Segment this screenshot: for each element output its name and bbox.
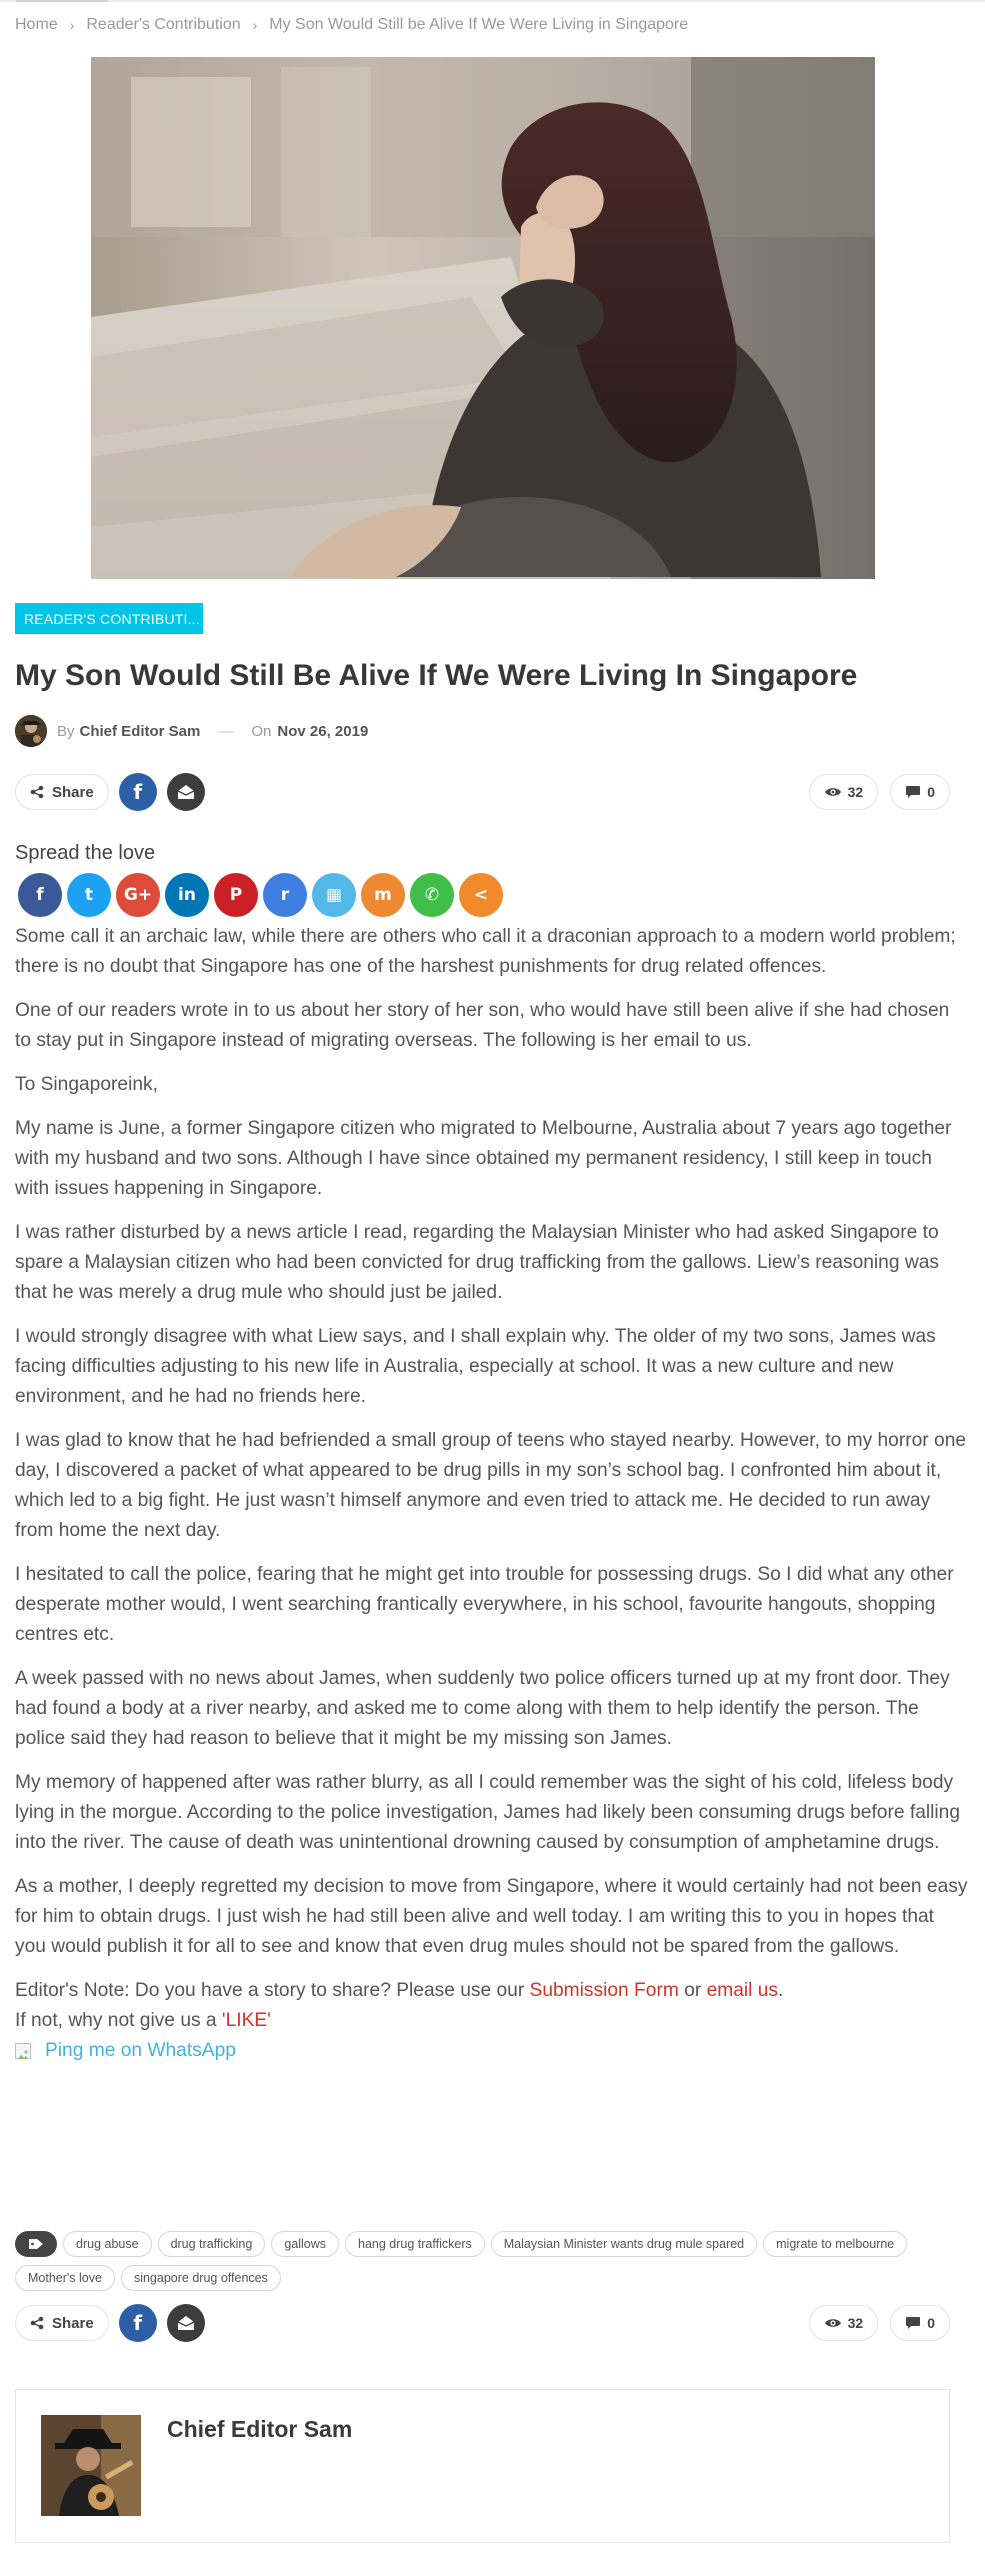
breadcrumb [15, 14, 688, 36]
share-label: Share [52, 783, 94, 801]
share-bar-bottom [15, 2303, 950, 2343]
breadcrumb-current: My Son Would Still be Alive If We Were Living in Singapore [269, 16, 689, 33]
twitter-share-button[interactable] [67, 873, 111, 917]
tags-icon-pill [15, 2231, 57, 2257]
chevron-right-icon: › [69, 17, 75, 33]
social-share-buttons [18, 873, 508, 917]
email-share-button[interactable] [167, 773, 205, 811]
editor-note-middle: or [678, 1980, 707, 2001]
tag-link[interactable]: drug trafficking [158, 2231, 266, 2257]
top-border [0, 0, 985, 2]
email-share-button[interactable] [167, 2304, 205, 2342]
views-number: 32 [847, 2315, 864, 2331]
pinterest-share-button[interactable] [214, 873, 258, 917]
post-tags [15, 2231, 950, 2299]
article-paragraph: My memory of happened after was rather blurry, as all I could remember was the sight of his cold, lifeless body lying in the morgue. According to the police investigation, James had likely been consuming drugs before falling into the river. The cause of death was unintentional drowning caused by consumption of amphetamine drugs. [15, 1772, 961, 1853]
google-plus-icon: G+ [123, 885, 153, 905]
google-plus-share-button[interactable] [116, 873, 160, 917]
article-paragraph: I was glad to know that he had befriended a small group of teens who stayed nearby. However, to my horror one day, I discovered a packet of what appeared to be drug pills in my son’s school bag. I confronted him about it, which led to a big fight. He just wasn’t himself anymore and even tried to attack me. He decided to run away from home the next day. [15, 1430, 967, 1541]
breadcrumb-category-link[interactable]: Reader's Contribution [86, 16, 241, 33]
submission-form-link[interactable]: Submission Form [529, 1980, 679, 2001]
author-box [15, 2389, 950, 2543]
comment-icon [905, 785, 921, 799]
facebook-icon: f [36, 885, 44, 905]
tag-link[interactable]: migrate to melbourne [763, 2231, 907, 2257]
views-number: 32 [847, 784, 864, 800]
post-meta [15, 714, 368, 748]
article-paragraph: I would strongly disagree with what Liew says, and I shall explain why. The older of my two sons, James was facing difficulties adjusting to his new life in Australia, especially at school. It was a new culture and new environment, and he had no friends here. [15, 1326, 936, 1407]
author-avatar[interactable] [15, 715, 47, 747]
article-paragraph: To Singaporeink, [15, 1074, 158, 1095]
reddit-share-button[interactable] [263, 873, 307, 917]
email-us-link[interactable]: email us [706, 1980, 779, 2001]
share-label: Share [52, 2314, 94, 2332]
tag-link[interactable]: gallows [271, 2231, 339, 2257]
linkedin-share-button[interactable] [165, 873, 209, 917]
delicious-share-button[interactable] [312, 873, 356, 917]
editor-note-suffix: . [778, 1980, 784, 2001]
author-box-name[interactable]: Chief Editor Sam [167, 2416, 353, 2442]
eye-icon [824, 786, 842, 798]
comment-icon [905, 2316, 921, 2330]
category-badge[interactable]: READER'S CONTRIBUTI... [15, 603, 203, 634]
editor-note [15, 1976, 970, 2006]
post-stats [797, 2305, 950, 2341]
broken-image-glyph [16, 2048, 30, 2062]
twitter-icon: t [84, 885, 94, 905]
reddit-icon: r [280, 885, 290, 905]
whatsapp-icon: ✆ [424, 885, 440, 905]
facebook-share-button[interactable] [119, 773, 157, 811]
facebook-icon: f [133, 780, 143, 804]
author-photo-image [41, 2415, 141, 2516]
more-share-icon: < [473, 885, 489, 905]
pinterest-icon: P [229, 885, 243, 905]
top-border-accent [16, 0, 108, 2]
like-link[interactable]: 'LIKE' [221, 2010, 271, 2031]
facebook-share-button[interactable] [119, 2304, 157, 2342]
share-bar-top [15, 772, 950, 812]
share-icon [30, 2316, 44, 2330]
breadcrumb-home-link[interactable]: Home [15, 16, 58, 33]
whatsapp-link[interactable] [15, 2038, 970, 2064]
article-paragraph: I hesitated to call the police, fearing that he might get into trouble for possessing drugs. So I did what any other desperate mother would, I went searching frantically everywhere, in his school, favourite hangouts, shopping centres etc. [15, 1564, 954, 1645]
comments-number: 0 [927, 2315, 935, 2331]
delicious-icon: ▦ [325, 885, 343, 905]
chevron-right-icon: › [252, 17, 258, 33]
envelope-icon [177, 2315, 195, 2331]
article-paragraph: As a mother, I deeply regretted my decision to move from Singapore, where it would certainly had not been easy for him to obtain drugs. I just wish he had still been alive and well today. I am writing this to you in hopes that you would publish it for all to see and know that even drug mules should not be spared from the gallows. [15, 1876, 968, 1957]
author-link[interactable]: Chief Editor Sam [79, 722, 201, 740]
comments-count[interactable] [890, 774, 950, 810]
post-title: My Son Would Still Be Alive If We Were Living In Singapore [15, 659, 858, 692]
tag-icon [28, 2238, 44, 2250]
author-avatar-image [15, 715, 47, 747]
linkedin-icon: in [178, 885, 196, 905]
share-button[interactable] [15, 2305, 109, 2341]
mix-share-button[interactable] [361, 873, 405, 917]
article-paragraph: I was rather disturbed by a news article I read, regarding the Malaysian Minister who had asked Singapore to spare a Malaysian citizen who had been convicted for drug trafficking from the gallows. Liew’s reasoning was that he was merely a drug mule who should just be jailed. [15, 1222, 939, 1303]
featured-image-illustration [91, 57, 875, 579]
broken-image-icon [15, 2043, 31, 2059]
whatsapp-share-button[interactable] [410, 873, 454, 917]
tag-link[interactable]: drug abuse [63, 2231, 152, 2257]
spread-the-love-title: Spread the love [15, 842, 156, 864]
share-button[interactable] [15, 774, 109, 810]
facebook-icon: f [133, 2311, 143, 2335]
mix-icon: m [374, 885, 392, 905]
views-count [809, 2305, 879, 2341]
editor-note-prefix: Editor's Note: Do you have a story to share? Please use our [15, 1980, 530, 2001]
article-body [15, 922, 970, 2064]
article-paragraph: A week passed with no news about James, when suddenly two police officers turned up at my front door. They had found a body at a river nearby, and asked me to come along with them to help identify the person. The police said they had reason to believe that it might be my missing son James. [15, 1668, 950, 1749]
meta-separator: — [218, 722, 234, 740]
article-paragraph: Some call it an archaic law, while there are others who call it a draconian approach to a modern world problem; there is no doubt that Singapore has one of the harshest punishments for drug related offences. [15, 926, 956, 977]
like-prefix: If not, why not give us a [15, 2010, 222, 2031]
more-share-share-button[interactable] [459, 873, 503, 917]
tag-link[interactable]: Malaysian Minister wants drug mule spared [491, 2231, 757, 2257]
eye-icon [824, 2317, 842, 2329]
views-count [809, 774, 879, 810]
post-stats [797, 774, 950, 810]
tag-link[interactable]: hang drug traffickers [345, 2231, 485, 2257]
featured-image [91, 57, 875, 579]
comments-number: 0 [927, 784, 935, 800]
on-label: On [251, 722, 272, 740]
article-paragraph: My name is June, a former Singapore citizen who migrated to Melbourne, Australia about 7 years ago together with my husband and two sons. Although I have since obtained my permanent residency, I still keep in touch with issues happening in Singapore. [15, 1118, 952, 1199]
share-icon [30, 785, 44, 799]
comments-count[interactable] [890, 2305, 950, 2341]
like-line [15, 2006, 970, 2036]
by-label: By [57, 722, 75, 740]
envelope-icon [177, 784, 195, 800]
tag-link[interactable]: singapore drug offences [121, 2265, 281, 2291]
article-paragraph: One of our readers wrote in to us about her story of her son, who would have still been alive if she had chosen to stay put in Singapore instead of migrating overseas. The following is her email to us. [15, 1000, 950, 1051]
tag-link[interactable]: Mother's love [15, 2265, 115, 2291]
author-photo[interactable] [41, 2415, 141, 2516]
whatsapp-link-text: Ping me on WhatsApp [45, 2040, 236, 2061]
post-date: Nov 26, 2019 [277, 722, 369, 740]
facebook-share-button[interactable] [18, 873, 62, 917]
